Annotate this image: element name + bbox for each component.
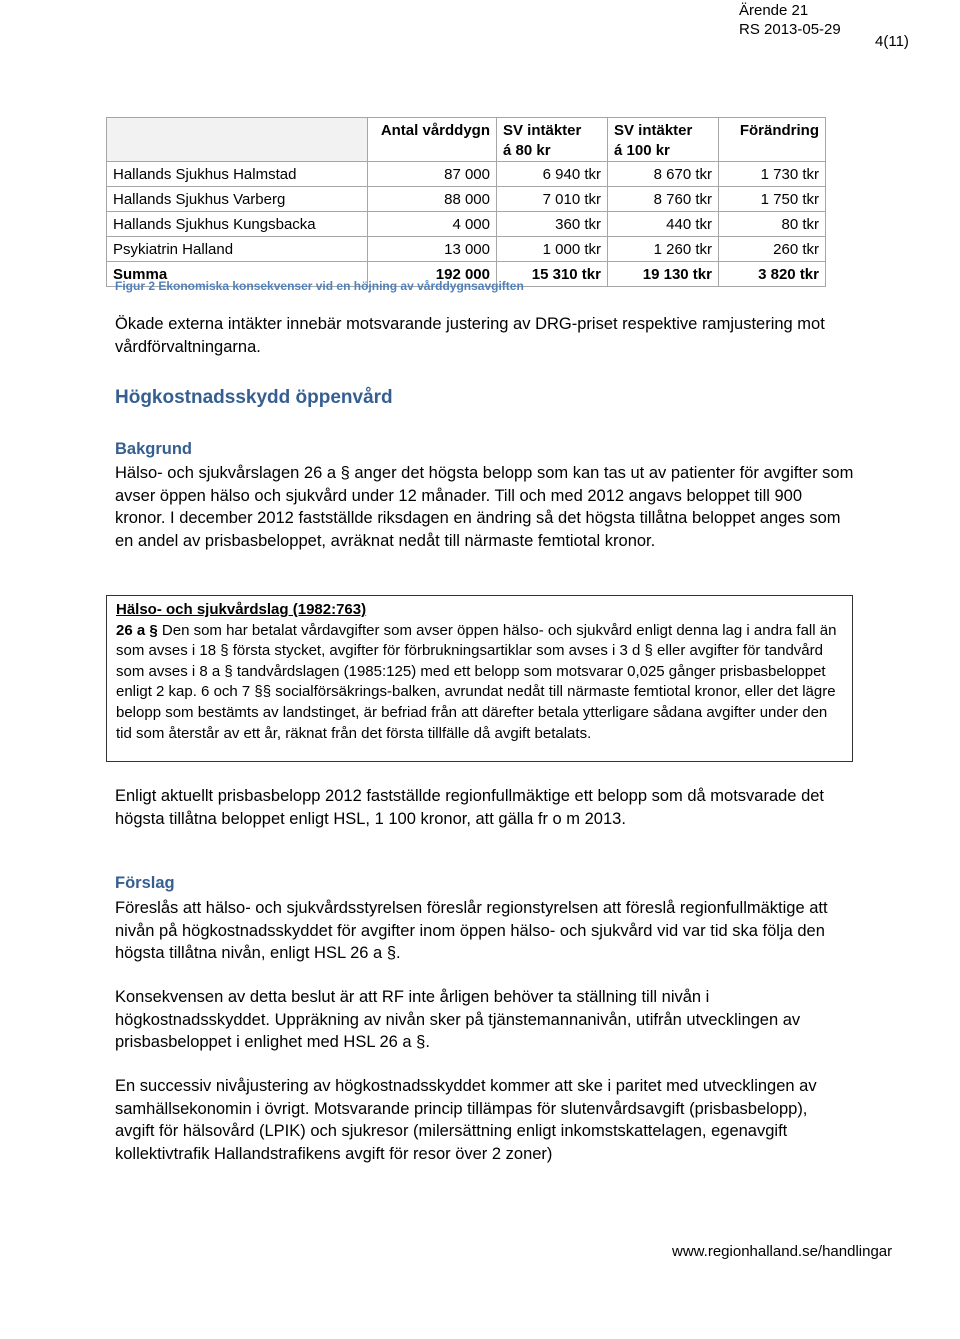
table-cell: 4 000	[368, 212, 497, 237]
subheading-bakgrund: Bakgrund	[115, 440, 193, 458]
table-cell: Hallands Sjukhus Halmstad	[107, 162, 368, 187]
table-header-blank	[107, 118, 368, 162]
table-header-sv80: SV intäkter á 80 kr	[497, 118, 608, 162]
table-cell: 6 940 tkr	[497, 162, 608, 187]
table-row	[107, 212, 826, 237]
table-cell: 260 tkr	[719, 237, 826, 262]
table-header-forandring: Förändring	[719, 118, 826, 162]
paragraph-drg: Ökade externa intäkter innebär motsvarande justering av DRG-priset respektive ramjustering mot vårdförvaltningarna.	[115, 315, 825, 356]
paragraph-bakgrund: Hälso- och sjukvårslagen 26 a § anger det högsta belopp som kan tas ut av patienter för avgifter som avser öppen hälso och sjukvård under 12 månader. Till och med 2012 angavs beloppet till 900 kronor. I december 2012 fastställde riksdagen en ändring så det högsta tillåtna beloppet anges som en andel av prisbasbeloppet, avräknat nedåt till närmaste femtiotal kronor.	[115, 464, 854, 550]
law-title: Hälso- och sjukvårdslag (1982:763)	[116, 601, 367, 618]
table-cell: 360 tkr	[497, 212, 608, 237]
table-header-row	[107, 118, 826, 162]
table-cell: 1 260 tkr	[608, 237, 719, 262]
table-cell: 88 000	[368, 187, 497, 212]
table-cell: 7 010 tkr	[497, 187, 608, 212]
table-cell: 15 310 tkr	[497, 262, 608, 287]
table-cell: 1 000 tkr	[497, 237, 608, 262]
page-number: 4(11)	[875, 33, 909, 50]
law-body: Den som har betalat vårdavgifter som avser öppen hälso- och sjukvård enligt denna lag i andra fall än som avses i 18 § första stycket, avgifter för förbrukningsartiklar som avses i 3 d § eller avgifter för tandvård som avses i 8 a § tandvårdslagen (1985:125) med ett belopp som motsvarar 0,025 gånger prisbasbeloppet enligt 2 kap. 6 och 7 §§ socialförsäkrings-balken, avrundat nedåt till närmaste femtiotal kronor, eller det lägre belopp som bestämts av landstinget, är befriad från att därefter betala ytterligare sådana avgifter under den tid som återstår av ett år, räknat från det första tillfälle då avgift betalats.	[116, 621, 837, 742]
table-row	[107, 162, 826, 187]
table-cell: 13 000	[368, 237, 497, 262]
law-paragraph-label: 26 a §	[116, 621, 158, 639]
table-cell: 87 000	[368, 162, 497, 187]
table-cell: 3 820 tkr	[719, 262, 826, 287]
table-cell: Hallands Sjukhus Varberg	[107, 187, 368, 212]
table-row	[107, 187, 826, 212]
table-cell: 1 750 tkr	[719, 187, 826, 212]
table-cell: 8 670 tkr	[608, 162, 719, 187]
table-cell: 19 130 tkr	[608, 262, 719, 287]
paragraph-nivajustering: En successiv nivåjustering av högkostnadsskyddet kommer att ske i paritet med utvecklingen av samhällsekonomin i övrigt. Motsvarande princip tillämpas för slutenvårdsavgift (prisbasbelopp), avgift för hälsovård (LPIK) och sjukresor (milersättning enligt inkomstskattelagen, egenavgift kollektivtrafik Hallandstrafikens avgift för resor över 2 zoner)	[115, 1077, 817, 1163]
table-cell: Summa	[107, 262, 368, 287]
table-header-antal: Antal vårddygn	[368, 118, 497, 162]
table-cell: 1 730 tkr	[719, 162, 826, 187]
table-cell: 192 000	[368, 262, 497, 287]
section-heading-hogkostnadsskydd: Högkostnadsskydd öppenvård	[115, 387, 393, 408]
paragraph-forslag: Föreslås att hälso- och sjukvårdsstyrelsen föreslår regionstyrelsen att föreslå regionfullmäktige att nivån på högkostnadsskyddet för avgifter inom öppen hälso- och sjukvård vid var tid ska följa den högsta tillåtna nivån, enligt HSL 26 a §.	[115, 899, 828, 962]
table-cell: Psykiatrin Halland	[107, 237, 368, 262]
meeting-date: RS 2013-05-29	[739, 21, 841, 38]
table-row	[107, 237, 826, 262]
law-excerpt-box	[106, 595, 853, 762]
case-number: Ärende 21	[739, 2, 809, 19]
paragraph-konsekvens: Konsekvensen av detta beslut är att RF inte årligen behöver ta ställning till nivån i högkostnadsskyddet. Uppräkning av nivån sker på tjänstemannanivån, utifrån utvecklingen av prisbasbeloppet i enlighet med HSL 26 a §.	[115, 988, 801, 1051]
table-cell: 440 tkr	[608, 212, 719, 237]
finance-table	[106, 117, 826, 287]
table-cell: 8 760 tkr	[608, 187, 719, 212]
law-text	[116, 621, 843, 745]
paragraph-prisbasbelopp: Enligt aktuellt prisbasbelopp 2012 fastställde regionfullmäktige ett belopp som då motsvarade det högsta tillåtna beloppet enligt HSL, 1 100 kronor, att gälla fr o m 2013.	[115, 787, 825, 828]
figure-caption: Figur 2 Ekonomiska konsekvenser vid en höjning av vårddygnsavgiften	[115, 279, 524, 293]
table-header-sv100: SV intäkter á 100 kr	[608, 118, 719, 162]
subheading-forslag: Förslag	[115, 874, 175, 892]
footer-url: www.regionhalland.se/handlingar	[672, 1243, 893, 1260]
table-cell: Hallands Sjukhus Kungsbacka	[107, 212, 368, 237]
table-cell: 80 tkr	[719, 212, 826, 237]
